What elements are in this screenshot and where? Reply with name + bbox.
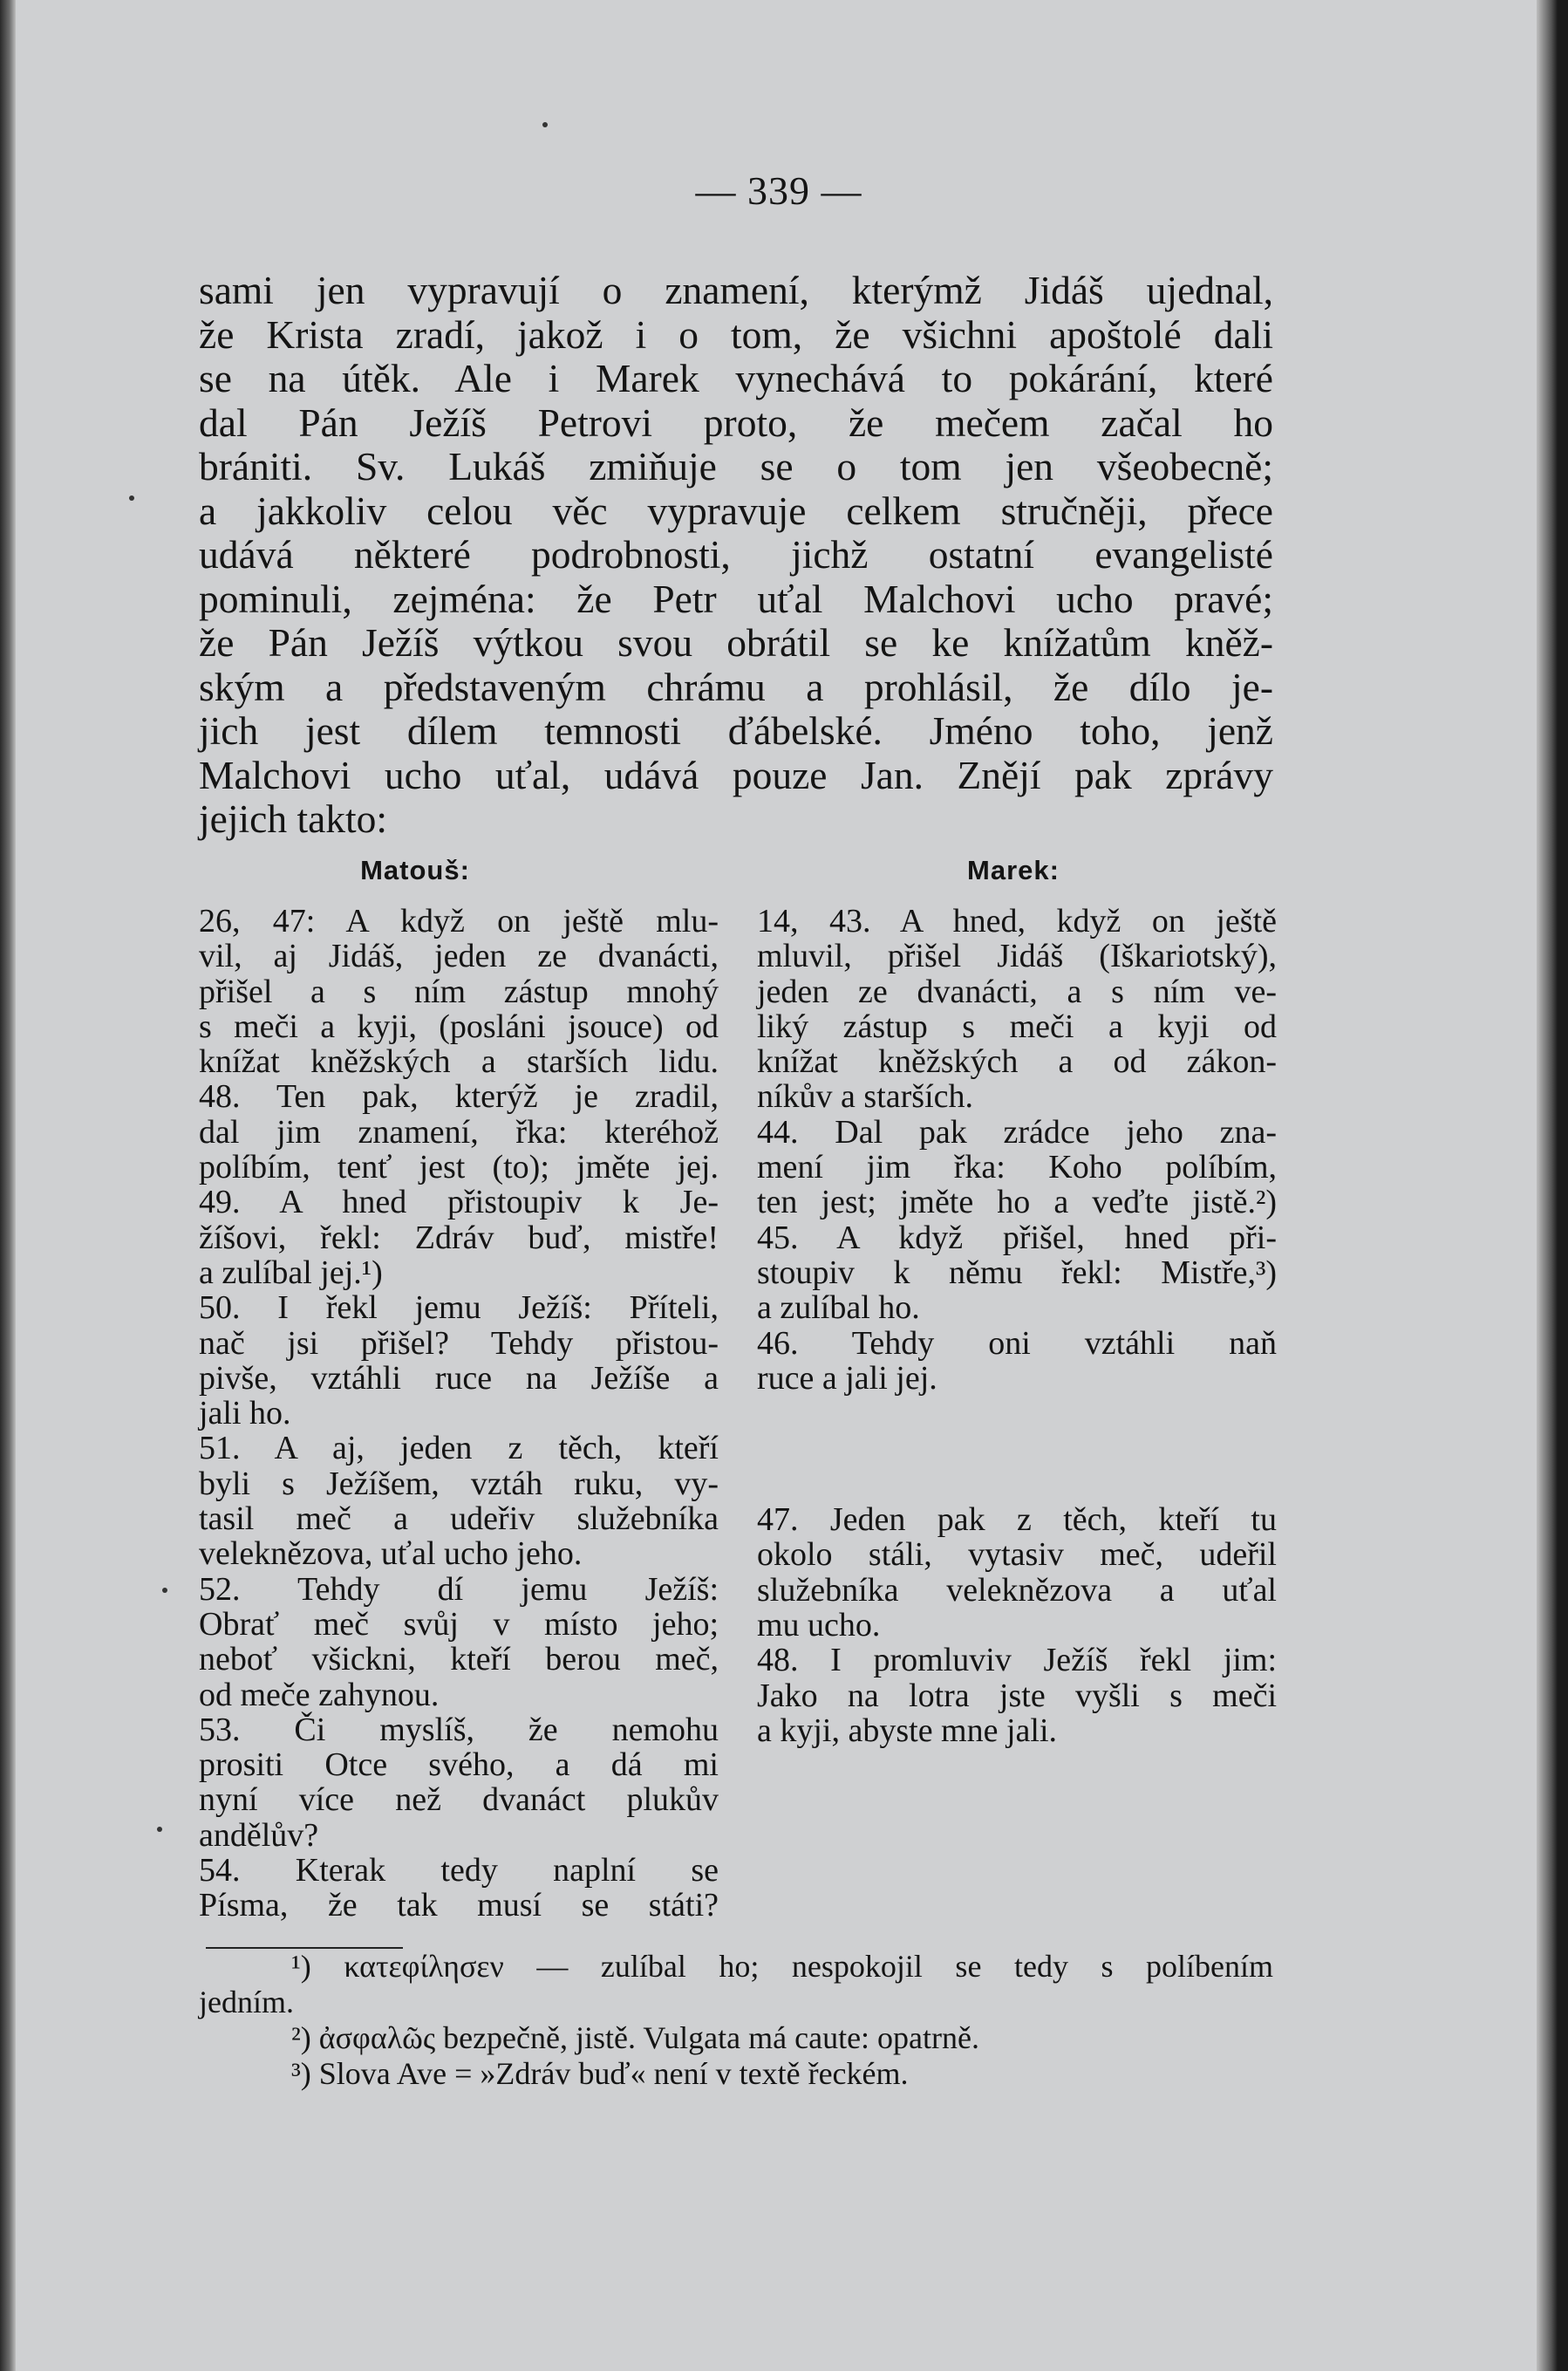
verse-line: od meče zahynou. — [199, 1676, 440, 1713]
verse-line: liký zástup s meči a kyji od — [757, 1008, 1277, 1045]
text-line: se na útěk. Ale i Marek vynechává to pokárání, které — [199, 356, 1273, 400]
verse-line: Písma, že tak musí se státi? — [199, 1887, 719, 1924]
verse-line: Obrať meč svůj v místo jeho; — [199, 1605, 719, 1643]
verse-line: 50. I řekl jemu Ježíš: Příteli, — [199, 1289, 719, 1327]
page-right-edge — [1537, 0, 1558, 2371]
verse-line: byli s Ježíšem, vztáh ruku, vy- — [199, 1465, 719, 1502]
column-heading-matous: Matouš: — [360, 855, 470, 885]
verse-line: stoupiv k němu řekl: Mistře,³) — [757, 1254, 1277, 1291]
verse-line: prositi Otce svého, a dá mi — [199, 1746, 719, 1784]
verse-line: jali ho. — [199, 1395, 291, 1432]
verse-line: vil, aj Jidáš, jeden ze dvanácti, — [199, 938, 719, 975]
text-line: dal Pán Ježíš Petrovi proto, že mečem začal ho — [199, 400, 1273, 445]
verse-line: níkův a starších. — [757, 1078, 974, 1116]
verse-line: nyní více než dvanáct plukův — [199, 1781, 719, 1819]
column-matous — [199, 904, 719, 1923]
verse-line: mu ucho. — [757, 1607, 881, 1644]
verse-line: a zulíbal jej.¹) — [199, 1254, 383, 1291]
verse-line: okolo stáli, vytasiv meč, udeřil — [757, 1536, 1277, 1574]
text-line: že Krista zradí, jakož i o tom, že všichni apoštolé dali — [199, 311, 1273, 357]
footnotes — [199, 1949, 1273, 2092]
verse-line: žíšovi, řekl: Zdráv buď, mistře! — [199, 1219, 719, 1256]
verse-line: s meči a kyji, (posláni jsouce) od — [199, 1008, 719, 1045]
text-line: a jakkoliv celou věc vypravuje celkem stručněji, přece — [199, 488, 1273, 533]
text-line: ským a představeným chrámu a prohlásil, že dílo je- — [199, 664, 1273, 709]
verse-line: 26, 47: A když on ještě mlu- — [199, 903, 719, 940]
verse-line: andělův? — [199, 1816, 319, 1854]
print-speck — [162, 1588, 167, 1593]
verse-line: 45. A když přišel, hned při- — [757, 1219, 1277, 1256]
page-number: — 339 — — [695, 168, 862, 213]
verse-line: 48. I promluviv Ježíš řekl jim: — [757, 1642, 1277, 1679]
page-binding-edge — [0, 0, 16, 2371]
text-line: sami jen vypravují o znamení, kterýmž Jidáš ujednal, — [199, 268, 1273, 312]
text-line: Malchovi ucho uťal, udává pouze Jan. Znějí pak zprávy — [199, 752, 1273, 797]
verse-line: ruce a jali jej. — [757, 1359, 937, 1397]
intro-paragraph — [199, 269, 1273, 842]
verse-line: přišel a s ním zástup mnohý — [199, 973, 719, 1010]
print-speck — [157, 1827, 162, 1832]
print-speck — [129, 495, 134, 501]
verse-line: a kyji, abyste mne jali. — [757, 1712, 1058, 1749]
verse-line: pivše, vztáhli ruce na Ježíše a — [199, 1359, 719, 1397]
footnote-2: ²) ἀσφαλῶς bezpečně, jistě. Vulgata má caute: opatrně. — [291, 2020, 979, 2055]
text-line: brániti. Sv. Lukáš zmiňuje se o tom jen všeobecně; — [199, 444, 1273, 489]
verse-line: dal jim znamení, řka: kteréhož — [199, 1113, 719, 1151]
text-line: udává některé podrobnosti, jichž ostatní evangelisté — [199, 532, 1273, 577]
verse-line: 54. Kterak tedy naplní se — [199, 1852, 719, 1889]
verse-line: 52. Tehdy dí jemu Ježíš: — [199, 1570, 719, 1608]
verse-line: 44. Dal pak zrádce jeho zna- — [757, 1113, 1277, 1151]
text-line: jejich takto: — [199, 796, 388, 841]
column-marek — [757, 904, 1277, 1748]
print-speck — [542, 122, 548, 127]
column-gap — [757, 1396, 1277, 1502]
verse-line: 47. Jeden pak z těch, kteří tu — [757, 1501, 1277, 1539]
verse-line: 46. Tehdy oni vztáhli naň — [757, 1324, 1277, 1362]
verse-line: veleknězova, uťal ucho jeho. — [199, 1535, 583, 1573]
verse-line: knížat kněžských a starších lidu. — [199, 1043, 719, 1081]
verse-line: nač jsi přišel? Tehdy přistou- — [199, 1324, 719, 1362]
verse-line: mení jim řka: Koho políbím, — [757, 1149, 1277, 1186]
column-heading-marek: Marek: — [967, 855, 1060, 885]
text-line: pominuli, zejména: že Petr uťal Malchovi ucho pravé; — [199, 576, 1273, 621]
text-line: jich jest dílem temnosti ďábelské. Jméno toho, jenž — [199, 708, 1273, 753]
footnote-3: ³) Slova Ave = »Zdráv buď« není v textě řeckém. — [291, 2056, 909, 2091]
verse-line: 51. A aj, jeden z těch, kteří — [199, 1430, 719, 1467]
verse-line: Jako na lotra jste vyšli s meči — [757, 1677, 1277, 1714]
verse-line: ten jest; jměte ho a veďte jistě.²) — [757, 1184, 1277, 1221]
verse-line: neboť všickni, kteří berou meč, — [199, 1641, 719, 1678]
footnote-1: ¹) κατεφίλησεν — zulíbal ho; nespokojil se tedy s políbením — [291, 1949, 1273, 1984]
verse-line: 48. Ten pak, kterýž je zradil, — [199, 1078, 719, 1116]
verse-line: knížat kněžských a od zákon- — [757, 1043, 1277, 1081]
verse-line: 49. A hned přistoupiv k Je- — [199, 1184, 719, 1221]
verse-line: mluvil, přišel Jidáš (Iškariotský), — [757, 938, 1277, 975]
footnote-1-continuation: jedním. — [199, 1985, 294, 2019]
verse-line: služebníka veleknězova a uťal — [757, 1571, 1277, 1609]
verse-line: 14, 43. A hned, když on ještě — [757, 903, 1277, 940]
text-line: že Pán Ježíš výtkou svou obrátil se ke knížatům kněž- — [199, 620, 1273, 665]
verse-line: jeden ze dvanácti, a s ním ve- — [757, 973, 1277, 1010]
verse-line: a zulíbal ho. — [757, 1289, 920, 1327]
verse-line: políbím, tenť jest (to); jměte jej. — [199, 1149, 719, 1186]
verse-line: tasil meč a udeřiv služebníka — [199, 1500, 719, 1538]
verse-line: 53. Či myslíš, že nemohu — [199, 1711, 719, 1748]
